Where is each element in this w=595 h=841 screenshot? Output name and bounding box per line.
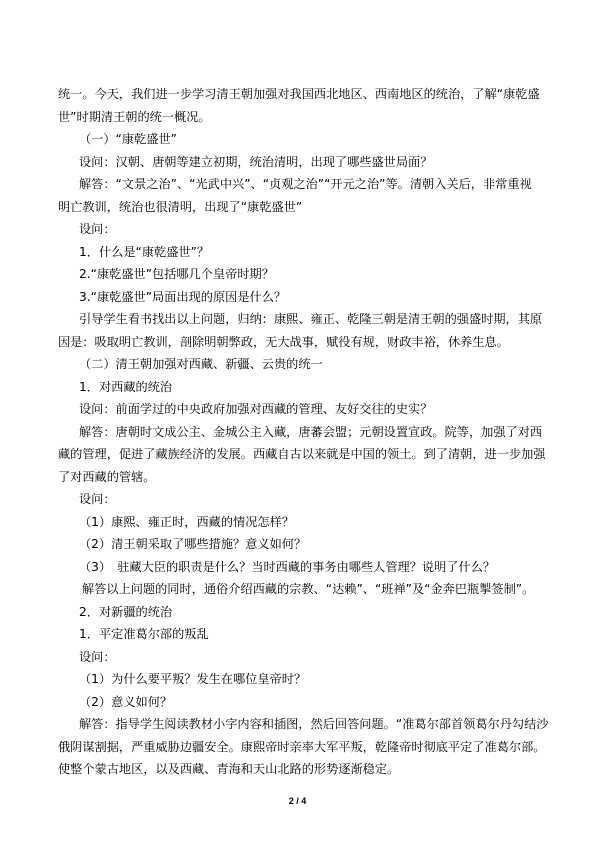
text-line: 2.“康乾盛世”包括哪几个皇帝时期？ <box>79 267 274 281</box>
text-line: 2．对新疆的统治 <box>79 604 173 619</box>
text-line: 设问： <box>79 649 116 664</box>
text-line: 解答：“文景之治”、“光武中兴”、“贞观之治”“开元之治”等。清朝入关后，非常重视 <box>79 177 532 191</box>
text-line: 俄阴谋割据，严重威胁边疆安全。康熙帝时亲率大军平叛，乾隆帝时彻底平定了准葛尔部。 <box>58 739 546 754</box>
text-line: 明亡教训，统治也很清明，出现了“康乾盛世” <box>58 199 303 214</box>
text-line: 了对西藏的管辖。 <box>58 469 156 484</box>
text-line: 世”时期清王朝的统一概况。 <box>58 109 211 124</box>
text-line: 3.“康乾盛世”局面出现的原因是什么？ <box>79 289 287 304</box>
text-line: 因是：吸取明亡教训，剖除明朝弊政，无大战事，赋役有规，财政丰裕，休养生息。 <box>58 334 509 349</box>
text-line: 解答以上问题的同时，通俗介绍西藏的宗教、“达赖”、“班禅”及“金奔巴瓶掣签制”。 <box>82 582 535 596</box>
text-line: （3） 驻藏大臣的职责是什么？当时西藏的事务由哪些人管理？说明了什么？ <box>79 559 496 574</box>
text-line: （2）清王朝采取了哪些措施？意义如何？ <box>79 537 307 551</box>
text-line: 藏的管理，促进了藏族经济的发展。西藏自古以来就是中国的领土。到了清朝，进一步加强 <box>58 447 546 461</box>
text-line: 使整个蒙古地区，以及西藏、青海和天山北路的形势逐渐稳定。 <box>58 762 400 776</box>
text-line: 设问：汉朝、唐朝等建立初期，统治清明，出现了哪些盛世局面？ <box>79 154 433 169</box>
text-line: 1．平定准葛尔部的叛乱 <box>79 627 209 641</box>
text-line: （2）意义如何？ <box>79 694 173 709</box>
text-line: （二）清王朝加强对西藏、新疆、云贵的统一 <box>79 357 323 371</box>
text-line: 设问： <box>79 492 116 506</box>
text-line: 1．对西藏的统治 <box>79 379 173 394</box>
text-line: （1）为什么要平叛？发生在哪位皇帝时？ <box>79 672 307 686</box>
text-line: 设问：前面学过的中央政府加强对西藏的管理、友好交往的史实？ <box>79 402 433 416</box>
text-line: （1）康熙、雍正时，西藏的情况怎样？ <box>79 514 294 529</box>
document-body <box>58 83 549 781</box>
text-line: 统一。今天，我们进一步学习清王朝加强对我国西北地区、西南地区的统治，了解“康乾盛 <box>58 87 540 101</box>
text-line: 设问： <box>79 222 116 236</box>
text-line: 解答：唐朝时文成公主、金城公主入藏，唐蕃会盟；元朝设置宣政。院等，加强了对西 <box>79 424 543 439</box>
text-line: 解答：指导学生阅读教材小字内容和插图，然后回答问题。“准葛尔部首领葛尔丹勾结沙 <box>79 717 549 731</box>
text-line: （一）“康乾盛世” <box>79 132 177 146</box>
text-line: 1．什么是“康乾盛世”？ <box>79 244 210 259</box>
text-line: 引导学生看书找出以上问题，归纳：康熙、雍正、乾隆三朝是清王朝的强盛时期，其原 <box>79 312 543 326</box>
page-number: 2 / 4 <box>288 796 307 806</box>
